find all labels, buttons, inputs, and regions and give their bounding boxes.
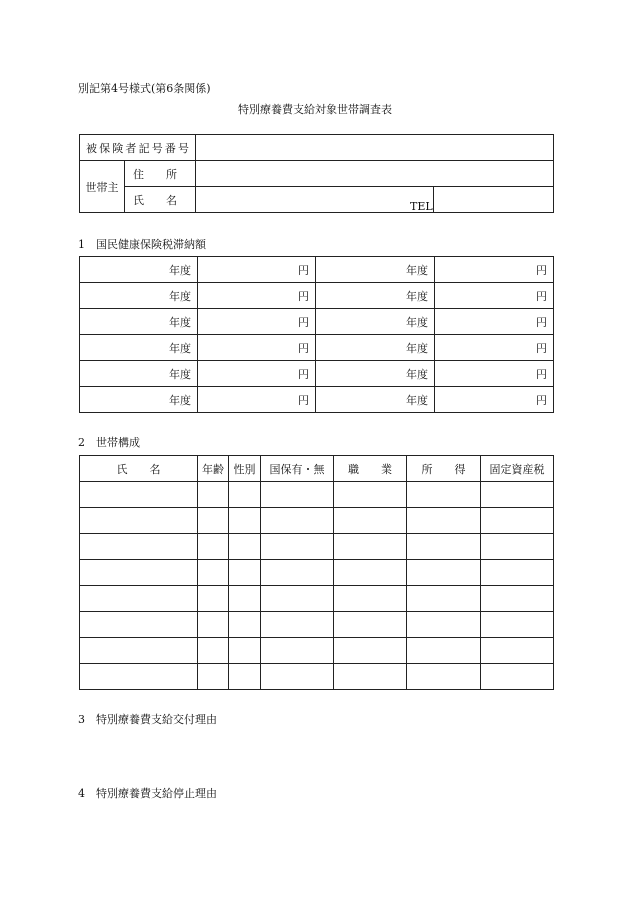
insurance-cell[interactable] (261, 560, 334, 586)
col-occupation-header: 職 業 (334, 456, 407, 482)
table-row (80, 664, 554, 690)
amount-cell[interactable]: 円 (435, 387, 554, 413)
income-cell[interactable] (407, 482, 481, 508)
table-row (80, 508, 554, 534)
occupation-cell[interactable] (334, 586, 407, 612)
year-cell[interactable]: 年度 (80, 335, 198, 361)
occupation-cell[interactable] (334, 664, 407, 690)
insurance-cell[interactable] (261, 534, 334, 560)
age-cell[interactable] (198, 612, 229, 638)
income-cell[interactable] (407, 586, 481, 612)
table-row (80, 560, 554, 586)
year-cell[interactable]: 年度 (316, 257, 435, 283)
sex-cell[interactable] (229, 586, 261, 612)
amount-cell[interactable]: 円 (198, 283, 316, 309)
amount-cell[interactable]: 円 (198, 309, 316, 335)
name-cell[interactable] (80, 508, 198, 534)
insurance-cell[interactable] (261, 612, 334, 638)
occupation-cell[interactable] (334, 560, 407, 586)
income-cell[interactable] (407, 612, 481, 638)
name-cell[interactable] (80, 638, 198, 664)
income-cell[interactable] (407, 534, 481, 560)
insurance-cell[interactable] (261, 482, 334, 508)
income-cell[interactable] (407, 560, 481, 586)
amount-cell[interactable]: 円 (435, 309, 554, 335)
amount-cell[interactable]: 円 (198, 361, 316, 387)
occupation-cell[interactable] (334, 534, 407, 560)
name-field[interactable] (196, 187, 434, 213)
property-tax-cell[interactable] (481, 560, 554, 586)
year-cell[interactable]: 年度 (316, 309, 435, 335)
address-field[interactable] (196, 161, 554, 187)
section2-heading: 2 世帯構成 (78, 436, 140, 449)
income-cell[interactable] (407, 638, 481, 664)
arrears-row (80, 283, 554, 309)
age-cell[interactable] (198, 638, 229, 664)
age-cell[interactable] (198, 560, 229, 586)
sex-cell[interactable] (229, 664, 261, 690)
household-table (79, 134, 554, 213)
age-cell[interactable] (198, 586, 229, 612)
insured-number-label: 被保険者記号番号 (80, 135, 196, 161)
table-row (80, 638, 554, 664)
year-cell[interactable]: 年度 (80, 257, 198, 283)
table-row (80, 586, 554, 612)
name-cell[interactable] (80, 664, 198, 690)
year-cell[interactable]: 年度 (316, 335, 435, 361)
sex-cell[interactable] (229, 612, 261, 638)
household-head-label: 世帯主 (80, 161, 125, 213)
tel-label: TEL (410, 199, 433, 213)
name-cell[interactable] (80, 612, 198, 638)
year-cell[interactable]: 年度 (80, 309, 198, 335)
income-cell[interactable] (407, 508, 481, 534)
property-tax-cell[interactable] (481, 534, 554, 560)
arrears-row (80, 361, 554, 387)
insurance-cell[interactable] (261, 586, 334, 612)
year-cell[interactable]: 年度 (80, 387, 198, 413)
col-insurance-header: 国保有・無 (261, 456, 334, 482)
section3-heading: 3 特別療養費支給交付理由 (78, 713, 217, 726)
insured-number-field[interactable] (196, 135, 554, 161)
year-cell[interactable]: 年度 (80, 361, 198, 387)
section1-heading: 1 国民健康保険税滞納額 (78, 238, 206, 251)
stop-reason-area[interactable] (78, 804, 553, 864)
col-age-header: 年齢 (198, 456, 229, 482)
occupation-cell[interactable] (334, 612, 407, 638)
property-tax-cell[interactable] (481, 482, 554, 508)
property-tax-cell[interactable] (481, 508, 554, 534)
amount-cell[interactable]: 円 (435, 361, 554, 387)
form-number: 別記第4号様式(第6条関係) (78, 82, 211, 95)
age-cell[interactable] (198, 664, 229, 690)
col-name-header: 氏 名 (80, 456, 198, 482)
property-tax-cell[interactable] (481, 586, 554, 612)
page-title: 特別療養費支給対象世帯調査表 (238, 103, 392, 116)
insurance-cell[interactable] (261, 508, 334, 534)
sex-cell[interactable] (229, 508, 261, 534)
occupation-cell[interactable] (334, 508, 407, 534)
table-row (80, 534, 554, 560)
arrears-row (80, 257, 554, 283)
age-cell[interactable] (198, 482, 229, 508)
property-tax-cell[interactable] (481, 664, 554, 690)
col-sex-header: 性別 (229, 456, 261, 482)
composition-header-row (80, 456, 554, 482)
section4-heading: 4 特別療養費支給停止理由 (78, 787, 217, 800)
address-label: 住 所 (125, 161, 196, 187)
name-cell[interactable] (80, 534, 198, 560)
sex-cell[interactable] (229, 560, 261, 586)
col-property-tax-header: 固定資産税 (481, 456, 554, 482)
age-cell[interactable] (198, 508, 229, 534)
occupation-cell[interactable] (334, 638, 407, 664)
income-cell[interactable] (407, 664, 481, 690)
amount-cell[interactable]: 円 (198, 257, 316, 283)
property-tax-cell[interactable] (481, 612, 554, 638)
name-cell[interactable] (80, 586, 198, 612)
col-income-header: 所 得 (407, 456, 481, 482)
issue-reason-area[interactable] (78, 730, 553, 776)
amount-cell[interactable]: 円 (435, 283, 554, 309)
sex-cell[interactable] (229, 534, 261, 560)
arrears-table (79, 256, 554, 413)
amount-cell[interactable]: 円 (198, 387, 316, 413)
insurance-cell[interactable] (261, 638, 334, 664)
tel-field[interactable] (410, 187, 554, 213)
sex-cell[interactable] (229, 482, 261, 508)
year-cell[interactable]: 年度 (316, 283, 435, 309)
arrears-row (80, 335, 554, 361)
amount-cell[interactable]: 円 (435, 335, 554, 361)
occupation-cell[interactable] (334, 482, 407, 508)
table-row (80, 612, 554, 638)
name-cell[interactable] (80, 560, 198, 586)
amount-cell[interactable]: 円 (198, 335, 316, 361)
name-cell[interactable] (80, 482, 198, 508)
property-tax-cell[interactable] (481, 638, 554, 664)
age-cell[interactable] (198, 534, 229, 560)
arrears-row (80, 387, 554, 413)
arrears-row (80, 309, 554, 335)
year-cell[interactable]: 年度 (316, 361, 435, 387)
name-label: 氏 名 (125, 187, 196, 213)
sex-cell[interactable] (229, 638, 261, 664)
year-cell[interactable]: 年度 (80, 283, 198, 309)
year-cell[interactable]: 年度 (316, 387, 435, 413)
table-row (80, 482, 554, 508)
insurance-cell[interactable] (261, 664, 334, 690)
amount-cell[interactable]: 円 (435, 257, 554, 283)
household-composition-table (79, 455, 554, 690)
